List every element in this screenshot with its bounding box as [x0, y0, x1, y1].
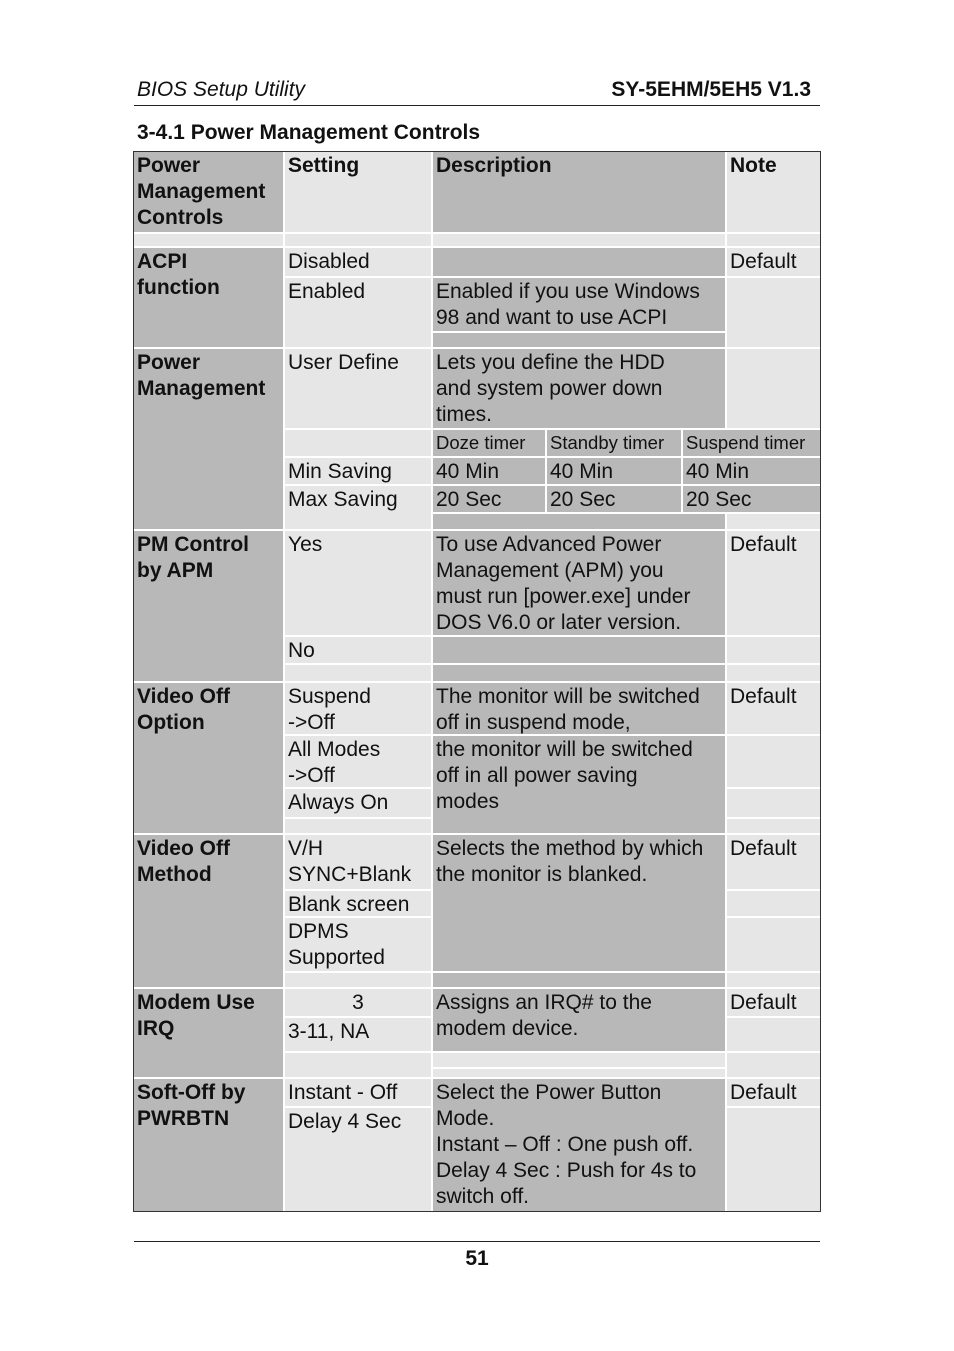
softoff-note-empty: [727, 1108, 820, 1211]
col-header-controls: Power Management Controls: [134, 152, 283, 232]
apm-note-default: Default: [727, 531, 820, 635]
header-rule: [134, 105, 820, 106]
acpi-desc-enabled: Enabled if you use Windows 98 and want to use ACPI: [433, 278, 725, 331]
spacer: [433, 1069, 725, 1077]
spacer: [285, 819, 431, 833]
spacer: [433, 973, 725, 987]
vo-note-empty: [727, 789, 820, 817]
acpi-desc-empty: [433, 248, 725, 276]
spacer: [433, 665, 725, 681]
vo-setting-all-modes-off: All Modes ->Off: [285, 736, 431, 787]
apm-setting-yes: Yes: [285, 531, 431, 635]
acpi-note-default: Default: [727, 248, 820, 276]
vm-note-empty: [727, 891, 820, 916]
col-header-description: Description: [433, 152, 725, 232]
softoff-note-default: Default: [727, 1079, 820, 1106]
vm-note-default: Default: [727, 835, 820, 889]
col-header-note: Note: [727, 152, 820, 232]
modem-desc: Assigns an IRQ# to the modem device.: [433, 989, 725, 1051]
softoff-setting-delay-4-sec: Delay 4 Sec: [285, 1108, 431, 1211]
vo-desc-suspend: The monitor will be switched off in suspend mode,: [433, 683, 725, 734]
vo-note-default: Default: [727, 683, 820, 734]
acpi-note-empty: [727, 278, 820, 347]
vo-setting-always-on: Always On: [285, 789, 431, 817]
pm-note-empty: [727, 349, 820, 428]
page-number: 51: [465, 1247, 489, 1270]
pm-setting-min-saving: Min Saving: [285, 458, 431, 484]
pm-doze-timer-header: Doze timer: [433, 430, 545, 456]
header-model: SY-5EHM/5EH5 V1.3: [611, 78, 811, 101]
softoff-setting-instant-off: Instant - Off: [285, 1079, 431, 1106]
soft-off-pwrbtn-label: Soft-Off by PWRBTN: [134, 1079, 283, 1211]
apm-note-empty: [727, 637, 820, 663]
vm-desc: Selects the method by which the monitor is blanked.: [433, 835, 725, 971]
pm-setting-user-define: User Define: [285, 349, 431, 428]
pm-max-doze: 20 Sec: [433, 486, 545, 512]
power-management-table: [133, 151, 821, 1212]
pm-suspend-timer-header: Suspend timer: [683, 430, 820, 456]
spacer: [727, 1053, 820, 1077]
spacer: [433, 234, 725, 246]
spacer: [727, 819, 820, 833]
spacer: [727, 665, 820, 681]
spacer: [727, 234, 820, 246]
spacer: [433, 514, 725, 529]
pm-min-suspend: 40 Min: [683, 458, 820, 484]
apm-desc-yes: To use Advanced Power Management (APM) you must run [power.exe] under DOS V6.0 or later version.: [433, 531, 725, 635]
vm-setting-vh-sync-blank: V/H SYNC+Blank: [285, 835, 431, 889]
pm-sub-empty: [285, 430, 431, 456]
spacer: [285, 665, 431, 681]
pm-max-standby: 20 Sec: [547, 486, 681, 512]
spacer: [727, 514, 820, 529]
vm-setting-blank-screen: Blank screen: [285, 891, 431, 916]
spacer: [285, 1053, 431, 1077]
modem-note-default: Default: [727, 989, 820, 1016]
footer-rule: [134, 1241, 820, 1242]
spacer: [285, 973, 431, 987]
spacer: [727, 973, 820, 987]
modem-setting-range: 3-11, NA: [285, 1018, 431, 1051]
apm-desc-empty: [433, 637, 725, 663]
acpi-function-label: ACPI function: [134, 248, 283, 347]
video-off-option-label: Video Off Option: [134, 683, 283, 833]
pm-desc-user-define: Lets you define the HDD and system power down times.: [433, 349, 725, 428]
apm-setting-no: No: [285, 637, 431, 663]
spacer: [134, 234, 283, 246]
pm-setting-max-saving: Max Saving: [285, 486, 431, 529]
pm-standby-timer-header: Standby timer: [547, 430, 681, 456]
section-title: 3-4.1 Power Management Controls: [137, 121, 481, 144]
pm-control-apm-label: PM Control by APM: [134, 531, 283, 681]
vo-note-empty: [727, 736, 820, 787]
pm-min-doze: 40 Min: [433, 458, 545, 484]
pm-min-standby: 40 Min: [547, 458, 681, 484]
spacer: [433, 333, 725, 347]
spacer: [285, 234, 431, 246]
modem-use-irq-label: Modem Use IRQ: [134, 989, 283, 1077]
vo-desc-all-modes: the monitor will be switched off in all power saving modes: [433, 736, 725, 833]
acpi-setting-enabled: Enabled: [285, 278, 431, 347]
video-off-method-label: Video Off Method: [134, 835, 283, 987]
vm-setting-dpms: DPMS Supported: [285, 918, 431, 971]
softoff-desc: Select the Power Button Mode. Instant – Off : One push off. Delay 4 Sec : Push for 4s to switch off.: [433, 1079, 725, 1211]
vm-note-empty: [727, 918, 820, 971]
modem-note-empty: [727, 1018, 820, 1051]
acpi-setting-disabled: Disabled: [285, 248, 431, 276]
pm-max-suspend: 20 Sec: [683, 486, 820, 512]
vo-setting-suspend-off: Suspend ->Off: [285, 683, 431, 734]
modem-setting-3: 3: [285, 989, 431, 1016]
col-header-setting: Setting: [285, 152, 431, 232]
header-title: BIOS Setup Utility: [137, 78, 306, 101]
power-management-label: Power Management: [134, 349, 283, 529]
spacer: [433, 1053, 725, 1067]
